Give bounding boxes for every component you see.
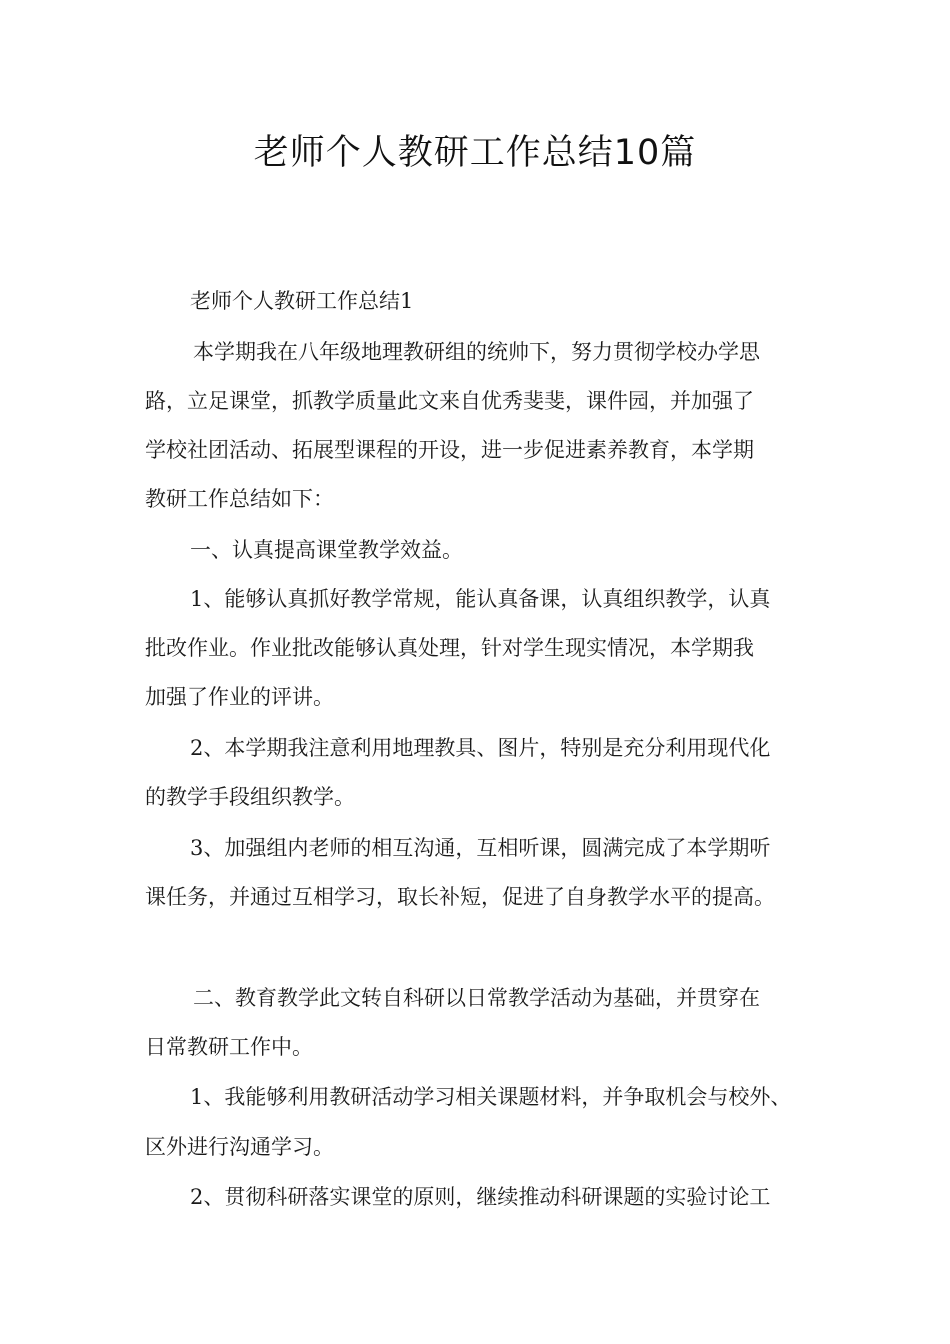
paragraph-line: 1、我能够利用教研活动学习相关课题材料，并争取机会与校外、 [190, 1085, 792, 1109]
paragraph-line: 区外进行沟通学习。 [145, 1135, 334, 1159]
document-title: 老师个人教研工作总结10篇 [253, 133, 697, 173]
paragraph-line: 1、能够认真抓好教学常规，能认真备课，认真组织教学，认真 [190, 587, 771, 611]
paragraph-line: 3、加强组内老师的相互沟通，互相听课，圆满完成了本学期听 [190, 836, 771, 860]
paragraph-line: 的教学手段组织教学。 [145, 785, 355, 809]
sub-heading-line: 一、认真提高课堂教学效益。 [190, 538, 463, 562]
paragraph-line: 教研工作总结如下： [145, 487, 334, 511]
paragraph-line: 课任务，并通过互相学习，取长补短，促进了自身教学水平的提高。 [145, 885, 775, 909]
paragraph-line: 2、贯彻科研落实课堂的原则，继续推动科研课题的实验讨论工 [190, 1185, 771, 1209]
section-heading-1: 老师个人教研工作总结1 [190, 289, 414, 313]
paragraph-line: 加强了作业的评讲。 [145, 685, 334, 709]
paragraph-line: 路，立足课堂，抓教学质量此文来自优秀斐斐，课件园，并加强了 [145, 389, 754, 413]
paragraph-line: 2、本学期我注意利用地理教具、图片，特别是充分利用现代化 [190, 736, 771, 760]
sub-heading-line: 二、教育教学此文转自科研以日常教学活动为基础，并贯穿在 [193, 986, 760, 1010]
paragraph-line: 学校社团活动、拓展型课程的开设，进一步促进素养教育，本学期 [145, 438, 754, 462]
paragraph-line: 本学期我在八年级地理教研组的统帅下，努力贯彻学校办学思 [193, 340, 760, 364]
paragraph-line: 批改作业。作业批改能够认真处理，针对学生现实情况，本学期我 [145, 636, 754, 660]
paragraph-line: 日常教研工作中。 [145, 1035, 313, 1059]
